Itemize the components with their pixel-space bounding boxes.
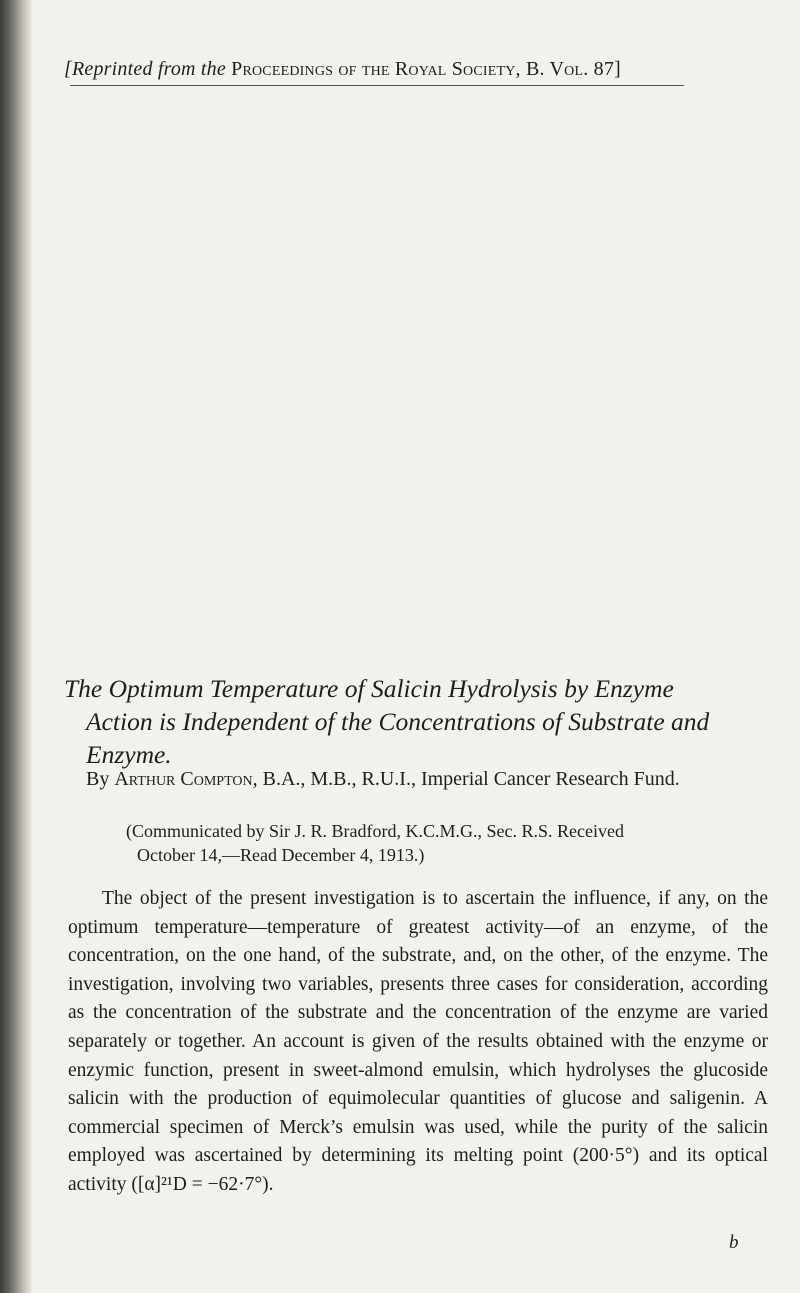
- communicated-line-2: October 14,—Read December 4, 1913.): [137, 845, 425, 865]
- running-head: [64, 58, 621, 81]
- author-affiliation: B.A., M.B., R.U.I., Imperial Cancer Research Fund.: [262, 768, 680, 790]
- byline-by: By: [86, 768, 110, 790]
- title-line-2: Action is Independent of the Concentrations of Substrate and: [86, 707, 710, 736]
- communicated-line-1: (Communicated by Sir J. R. Bradford, K.C.M.G., Sec. R.S. Received: [126, 821, 624, 841]
- signature-mark: b: [729, 1232, 739, 1253]
- title-line-3: Enzyme.: [86, 740, 172, 769]
- author-name: Arthur Compton,: [114, 768, 258, 790]
- binding-shadow: [0, 0, 32, 1293]
- journal-citation: Proceedings of the Royal Society, B. Vol. 87]: [231, 58, 621, 80]
- body-paragraph: The object of the present investigation is to ascertain the influence, if any, on the optimum temperature—temperature of greatest activity—of an enzyme, of the concentration, on the one hand, of the substrate, and, on the other, of the enzyme. The investigation, involving two variables, presents three cases for consideration, according as the concentration of the substrate and the concentration of the enzyme are varied separately or together. An account is given of the results obtained with the enzyme or enzymic function, present in sweet-almond emulsin, which hydrolyses the glucoside salicin with the production of equimolecular quantities of glucose and saligenin. A commercial specimen of Merck’s emulsin was used, while the purity of the salicin employed was ascertained by determining its melting point (200·5°) and its optical activity ([α]²¹D = −62·7°).: [68, 888, 768, 1195]
- byline: [86, 768, 680, 791]
- title-line-1: The Optimum Temperature of Salicin Hydrolysis by Enzyme: [64, 674, 674, 703]
- paper-title: [64, 672, 764, 771]
- header-rule: [70, 85, 684, 86]
- communicated-note: [126, 819, 766, 867]
- reprinted-note: [Reprinted from the: [64, 58, 226, 80]
